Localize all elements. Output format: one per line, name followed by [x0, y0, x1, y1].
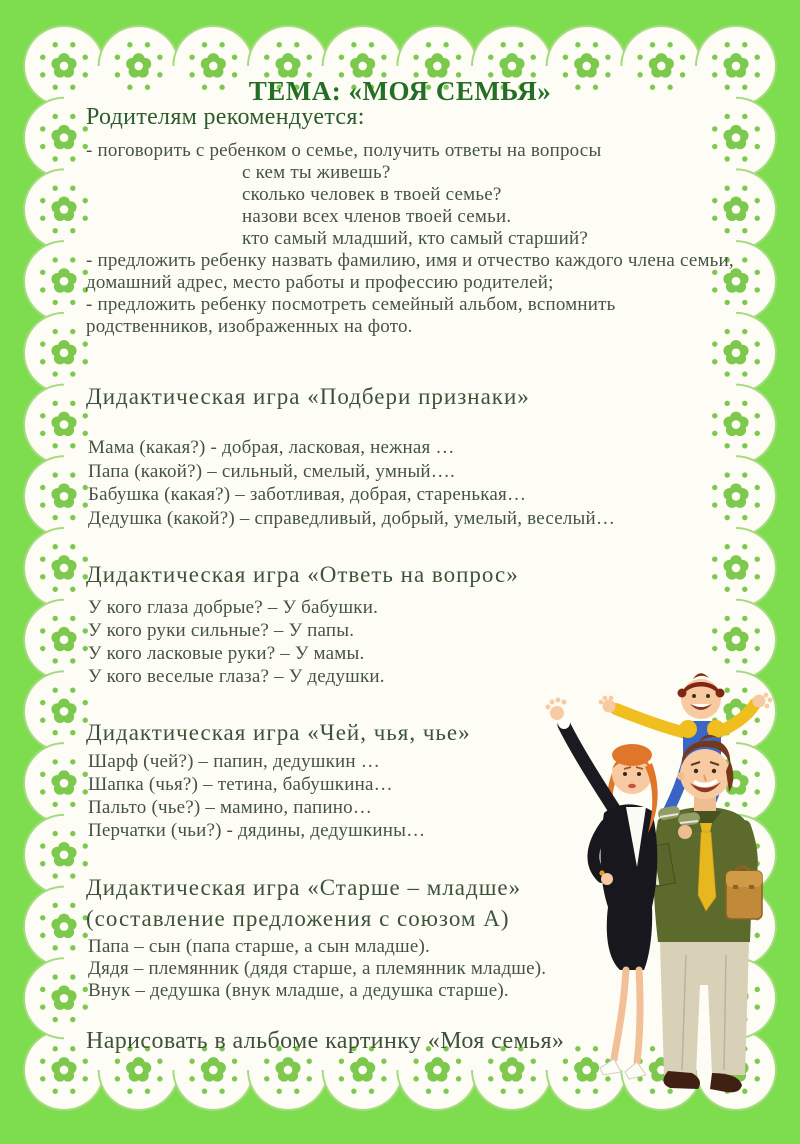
recommendations-heading: Родителям рекомендуется: [86, 104, 365, 130]
family-illustration [540, 655, 800, 1115]
game-item: У кого ласковые руки? – У мамы. [88, 643, 365, 664]
game-item: Пальто (чье?) – мамино, папино… [88, 797, 373, 818]
game-item: Папа (какой?) – сильный, смелый, умный…. [88, 460, 455, 482]
game-item: У кого глаза добрые? – У бабушки. [88, 597, 379, 618]
game-item: У кого веселые глаза? – У дедушки. [88, 666, 385, 687]
footer-task: Нарисовать в альбоме картинку «Моя семья» [86, 1028, 565, 1054]
game-item: Внук – дедушка (внук младше, а дедушка старше). [88, 980, 509, 1001]
game-item: Шарф (чей?) – папин, дедушкин … [88, 751, 380, 772]
game-title-otvet-na-vopros: Дидактическая игра «Ответь на вопрос» [86, 562, 519, 587]
game-title-starshe-mladshe [86, 872, 521, 934]
recommendation-line: сколько человек в твоей семье? [242, 184, 502, 205]
recommendation-line: - предложить ребенку посмотреть семейный альбом, вспомнить родственников, изображенных на фото. [86, 294, 616, 337]
boy-figure [599, 673, 773, 816]
recommendation-line: назови всех членов твоей семьи. [242, 206, 512, 227]
game-item: Папа – сын (папа старше, а сын младше). [88, 936, 430, 957]
recommendations-list [86, 140, 736, 338]
game-items [88, 936, 608, 1002]
game-item: У кого руки сильные? – У папы. [88, 620, 355, 641]
game-subtitle: (составление предложения с союзом А) [86, 906, 510, 931]
recommendation-line: кто самый младший, кто самый старший? [242, 228, 588, 249]
game-item: Перчатки (чьи?) - дядины, дедушкины… [88, 820, 426, 841]
game-items [88, 750, 548, 842]
recommendation-line: с кем ты живешь? [242, 162, 391, 183]
game-item: Шапка (чья?) – тетина, бабушкина… [88, 774, 393, 795]
game-title-podberi-priznaki: Дидактическая игра «Подбери признаки» [86, 384, 530, 409]
game-title-chey-chya-chyo: Дидактическая игра «Чей, чья, чье» [86, 720, 471, 745]
page-title: ТЕМА: «МОЯ СЕМЬЯ» [248, 76, 552, 106]
game-item: Дядя – племянник (дядя старше, а племянник младше). [88, 958, 547, 979]
game-items [88, 436, 648, 530]
game-item: Дедушка (какой?) – справедливый, добрый, умелый, веселый… [88, 507, 616, 529]
game-item: Бабушка (какая?) – заботливая, добрая, старенькая… [88, 484, 527, 505]
recommendation-line: - поговорить с ребенком о семье, получить ответы на вопросы [86, 140, 602, 161]
game-title-text: Дидактическая игра «Старше – младше» [86, 875, 522, 900]
mom-figure [546, 698, 658, 1080]
briefcase [726, 867, 762, 920]
game-item: Мама (какая?) - добрая, ласковая, нежная … [88, 437, 455, 458]
recommendation-line: - предложить ребенку назвать фамилию, имя и отчество каждого члена семьи, домашний адрес, место работы и профессию родителей; [86, 250, 734, 293]
